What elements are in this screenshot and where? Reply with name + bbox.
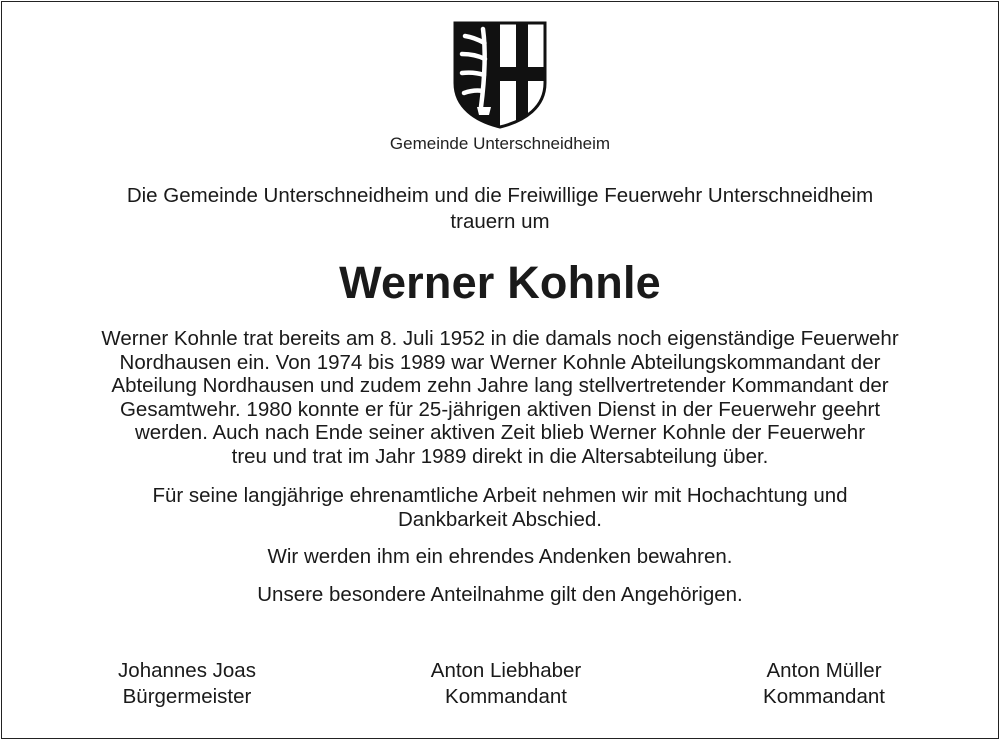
organization-caption: Gemeinde Unterschneidheim xyxy=(389,134,611,153)
obituary-body xyxy=(30,327,970,606)
intro-text xyxy=(0,183,1000,235)
text-line: werden. Auch nach Ende seiner aktiven Zeit blieb Werner Kohnle der Feuerwehr xyxy=(134,421,866,444)
paragraph-condolence: Unsere besondere Anteilnahme gilt den Angehörigen. xyxy=(257,582,743,606)
signatory-commander-1 xyxy=(376,658,636,710)
text-line: Abteilung Nordhausen und zudem zehn Jahre lang stellvertretender Kommandant der xyxy=(111,374,889,397)
signatory-name: Johannes Joas xyxy=(118,659,256,682)
intro-line: Die Gemeinde Unterschneidheim und die Freiwillige Feuerwehr Unterschneidheim xyxy=(126,184,874,207)
deceased-name: Werner Kohnle xyxy=(339,257,661,308)
text-line: Für seine langjährige ehrenamtliche Arbeit nehmen wir mit Hochachtung und xyxy=(152,484,848,507)
signatory-title: Kommandant xyxy=(445,685,567,708)
intro-line: trauern um xyxy=(450,210,550,233)
municipal-coat-of-arms-icon xyxy=(453,21,547,129)
signatory-name: Anton Liebhaber xyxy=(430,659,582,682)
signatory-commander-2 xyxy=(694,658,954,710)
paragraph-farewell xyxy=(30,484,970,531)
paragraph-service-history xyxy=(30,327,970,468)
signatory-title: Kommandant xyxy=(763,685,885,708)
text-line: Gesamtwehr. 1980 konnte er für 25-jährigen aktiven Dienst in der Feuerwehr geehrt xyxy=(119,397,881,421)
text-line: treu und trat im Jahr 1989 direkt in die Altersabteilung über. xyxy=(231,444,769,468)
text-line: Werner Kohnle trat bereits am 8. Juli 1952 in die damals noch eigenständige Feuerwehr xyxy=(101,327,899,350)
text-line: Dankbarkeit Abschied. xyxy=(398,507,602,531)
text-line: Nordhausen ein. Von 1974 bis 1989 war Werner Kohnle Abteilungskommandant der xyxy=(119,350,881,374)
paragraph-remembrance: Wir werden ihm ein ehrendes Andenken bewahren. xyxy=(267,545,733,568)
signatory-name: Anton Müller xyxy=(766,659,882,682)
signatory-title: Bürgermeister xyxy=(122,685,252,708)
signatory-mayor xyxy=(57,658,317,710)
